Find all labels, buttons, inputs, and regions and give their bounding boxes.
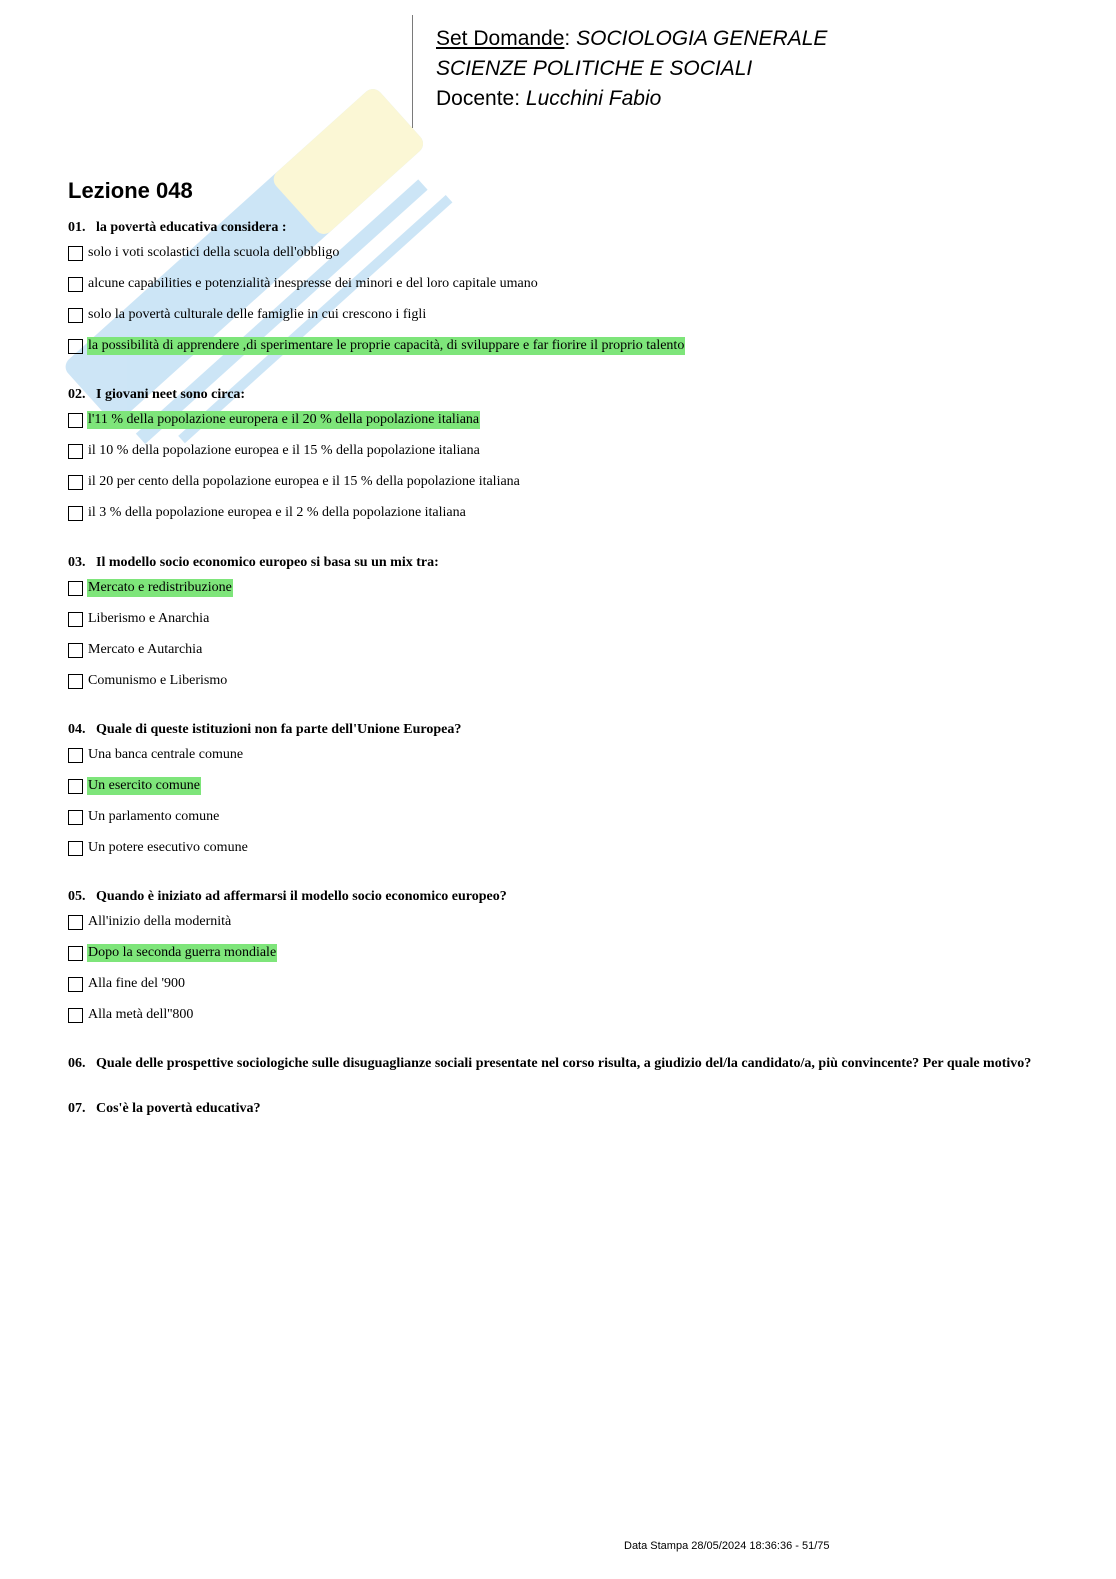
answer-option[interactable] (68, 503, 467, 523)
question-number: 06. (68, 1056, 86, 1071)
answer-option[interactable] (68, 609, 210, 629)
answer-text: il 20 per cento della popolazione europea e il 15 % della popolazione italiana (88, 474, 520, 489)
answer-checkbox[interactable] (68, 946, 83, 961)
document-header (436, 24, 827, 114)
answer-option[interactable] (68, 807, 220, 827)
answer-text-highlighted: Un esercito comune (88, 778, 200, 793)
answer-text: il 10 % della popolazione europea e il 15 % della popolazione italiana (88, 443, 480, 458)
answer-checkbox[interactable] (68, 643, 83, 658)
question-number: 03. (68, 555, 86, 570)
question-number: 01. (68, 220, 86, 235)
header-line-teacher (436, 84, 827, 114)
question-number: 04. (68, 722, 86, 737)
answer-option[interactable] (68, 1005, 194, 1025)
question-01 (68, 220, 287, 236)
answer-checkbox[interactable] (68, 779, 83, 794)
print-footer: Data Stampa 28/05/2024 18:36:36 - 51/75 (624, 1540, 830, 1552)
question-02 (68, 387, 245, 403)
answer-text: All'inizio della modernità (88, 914, 232, 929)
answer-option[interactable] (68, 974, 186, 994)
question-text: Quando è iniziato ad affermarsi il modello socio economico europeo? (96, 889, 507, 904)
question-number: 02. (68, 387, 86, 402)
answer-text: Mercato e Autarchia (88, 642, 203, 657)
answer-checkbox[interactable] (68, 246, 83, 261)
answer-checkbox[interactable] (68, 1008, 83, 1023)
answer-checkbox[interactable] (68, 339, 83, 354)
answer-text: solo la povertà culturale delle famiglie in cui crescono i figli (88, 307, 427, 322)
answer-checkbox[interactable] (68, 413, 83, 428)
faculty-name: SCIENZE POLITICHE E SOCIALI (436, 57, 753, 80)
answer-checkbox[interactable] (68, 506, 83, 521)
answer-text-highlighted: la possibilità di apprendere ,di sperimentare le proprie capacità, di sviluppare e far fiorire il proprio talento (88, 338, 685, 353)
answer-checkbox[interactable] (68, 581, 83, 596)
answer-checkbox[interactable] (68, 674, 83, 689)
teacher-name: Lucchini Fabio (525, 87, 662, 110)
answer-text: il 3 % della popolazione europea e il 2 % della popolazione italiana (88, 505, 466, 520)
answer-option[interactable] (68, 472, 521, 492)
answer-option[interactable] (68, 336, 685, 356)
answer-checkbox[interactable] (68, 308, 83, 323)
answer-text: solo i voti scolastici della scuola dell'obbligo (88, 245, 340, 260)
question-05 (68, 889, 507, 905)
course-name: SOCIOLOGIA GENERALE (576, 27, 828, 50)
answer-option[interactable] (68, 640, 203, 660)
header-divider (412, 15, 413, 128)
question-04 (68, 722, 461, 738)
question-text: la povertà educativa considera : (96, 220, 287, 235)
question-03 (68, 555, 439, 571)
answer-checkbox[interactable] (68, 444, 83, 459)
answer-option[interactable] (68, 410, 480, 430)
answer-option[interactable] (68, 578, 233, 598)
question-number: 07. (68, 1101, 86, 1116)
answer-option[interactable] (68, 305, 427, 325)
answer-text: Un parlamento comune (88, 809, 220, 824)
teacher-label: Docente: (436, 87, 521, 110)
question-number: 05. (68, 889, 86, 904)
question-text: Quale delle prospettive sociologiche sulle disuguaglianze sociali presentate nel corso risulta, a giudizio del/la candidato/a, più convincente? Per quale motivo? (96, 1056, 1032, 1071)
question-text: I giovani neet sono circa: (96, 387, 246, 402)
header-separator: : (564, 27, 571, 50)
answer-text: alcune capabilities e potenzialità inespresse dei minori e del loro capitale umano (88, 276, 538, 291)
question-06 (68, 1056, 1031, 1072)
answer-option[interactable] (68, 745, 244, 765)
answer-checkbox[interactable] (68, 915, 83, 930)
answer-option[interactable] (68, 776, 201, 796)
answer-text-highlighted: Dopo la seconda guerra mondiale (88, 945, 277, 960)
answer-checkbox[interactable] (68, 841, 83, 856)
question-text: Il modello socio economico europeo si basa su un mix tra: (96, 555, 439, 570)
answer-text-highlighted: Mercato e redistribuzione (88, 580, 232, 595)
answer-text: Liberismo e Anarchia (88, 611, 210, 626)
question-07 (68, 1101, 260, 1117)
answer-checkbox[interactable] (68, 748, 83, 763)
answer-text: Alla metà dell''800 (88, 1007, 194, 1022)
answer-option[interactable] (68, 274, 539, 294)
answer-checkbox[interactable] (68, 277, 83, 292)
answer-text: Un potere esecutivo comune (88, 840, 248, 855)
answer-text: Comunismo e Liberismo (88, 673, 228, 688)
header-line-course (436, 24, 827, 54)
question-text: Quale di queste istituzioni non fa parte dell'Unione Europea? (96, 722, 462, 737)
answer-checkbox[interactable] (68, 475, 83, 490)
lesson-title: Lezione 048 (68, 178, 193, 203)
answer-checkbox[interactable] (68, 977, 83, 992)
answer-text-highlighted: l'11 % della popolazione europera e il 20 % della popolazione italiana (88, 412, 480, 427)
answer-option[interactable] (68, 838, 249, 858)
answer-option[interactable] (68, 671, 228, 691)
answer-option[interactable] (68, 243, 340, 263)
answer-checkbox[interactable] (68, 612, 83, 627)
answer-option[interactable] (68, 943, 277, 963)
answer-option[interactable] (68, 441, 481, 461)
answer-checkbox[interactable] (68, 810, 83, 825)
header-label: Set Domande (436, 27, 565, 50)
answer-text: Alla fine del '900 (88, 976, 185, 991)
answer-text: Una banca centrale comune (88, 747, 244, 762)
answer-option[interactable] (68, 912, 232, 932)
question-text: Cos'è la povertà educativa? (96, 1101, 261, 1116)
